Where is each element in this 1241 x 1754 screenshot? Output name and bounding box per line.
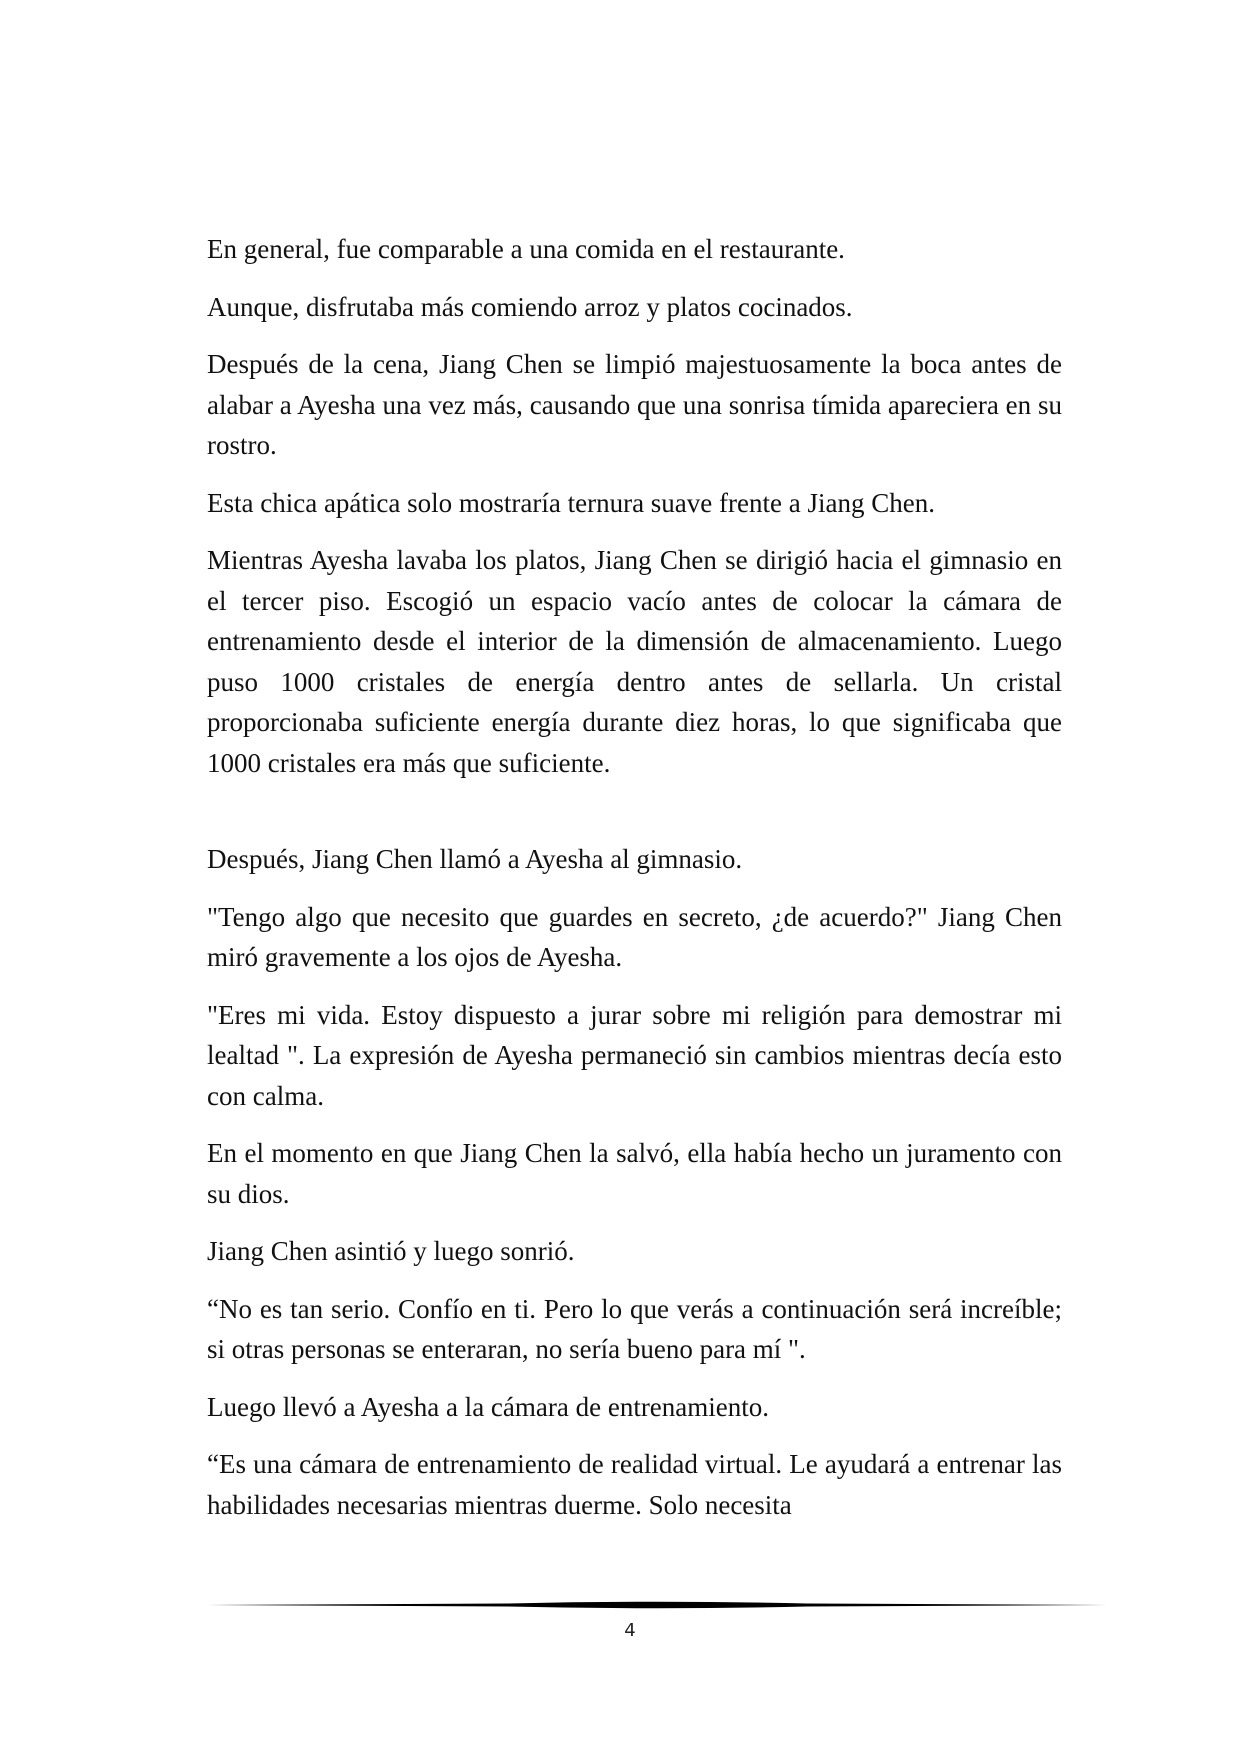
- paragraph: "Tengo algo que necesito que guardes en secreto, ¿de acuerdo?" Jiang Chen miró gravemente a los ojos de Ayesha.: [207, 901, 1062, 972]
- paragraph: “No es tan serio. Confío en ti. Pero lo que verás a continuación será increíble; si otras personas se enteraran, no sería bueno para mí ".: [207, 1293, 1062, 1364]
- paragraph: Aunque, disfrutaba más comiendo arroz y platos cocinados.: [207, 291, 853, 322]
- paragraph: Jiang Chen asintió y luego sonrió.: [207, 1236, 575, 1266]
- paragraph: Mientras Ayesha lavaba los platos, Jiang Chen se dirigió hacia el gimnasio en el tercer piso. Escogió un espacio vacío antes de colocar la cámara de entrenamiento desde el interior de la dimensión de almacenamiento. Luego puso 1000 cristales de energía dentro antes de sellarla. Un cristal proporcionaba suficiente energía durante diez horas, lo que significaba que 1000 cristales era más que suficiente.: [207, 545, 1062, 778]
- paragraph: “Es una cámara de entrenamiento de realidad virtual. Le ayudará a entrenar las habilidades necesarias mientras duerme. Solo necesita: [207, 1449, 1062, 1520]
- page-body: [207, 229, 1062, 1525]
- paragraph: Luego llevó a Ayesha a la cámara de entrenamiento.: [207, 1391, 770, 1422]
- paragraph: Después, Jiang Chen llamó a Ayesha al gimnasio.: [207, 844, 743, 874]
- paragraph: En general, fue comparable a una comida en el restaurante.: [207, 234, 845, 264]
- paragraph: Después de la cena, Jiang Chen se limpió majestuosamente la boca antes de alabar a Ayesha una vez más, causando que una sonrisa tímida apareciera en su rostro.: [207, 349, 1062, 460]
- page-number: 4: [624, 1620, 636, 1641]
- paragraph: En el momento en que Jiang Chen la salvó, ella había hecho un juramento con su dios.: [207, 1138, 1062, 1209]
- footer-divider: [207, 1598, 1107, 1612]
- paragraph: Esta chica apática solo mostraría ternura suave frente a Jiang Chen.: [207, 487, 935, 518]
- paragraph: "Eres mi vida. Estoy dispuesto a jurar sobre mi religión para demostrar mi lealtad ". La expresión de Ayesha permaneció sin cambios mientras decía esto con calma.: [207, 999, 1062, 1111]
